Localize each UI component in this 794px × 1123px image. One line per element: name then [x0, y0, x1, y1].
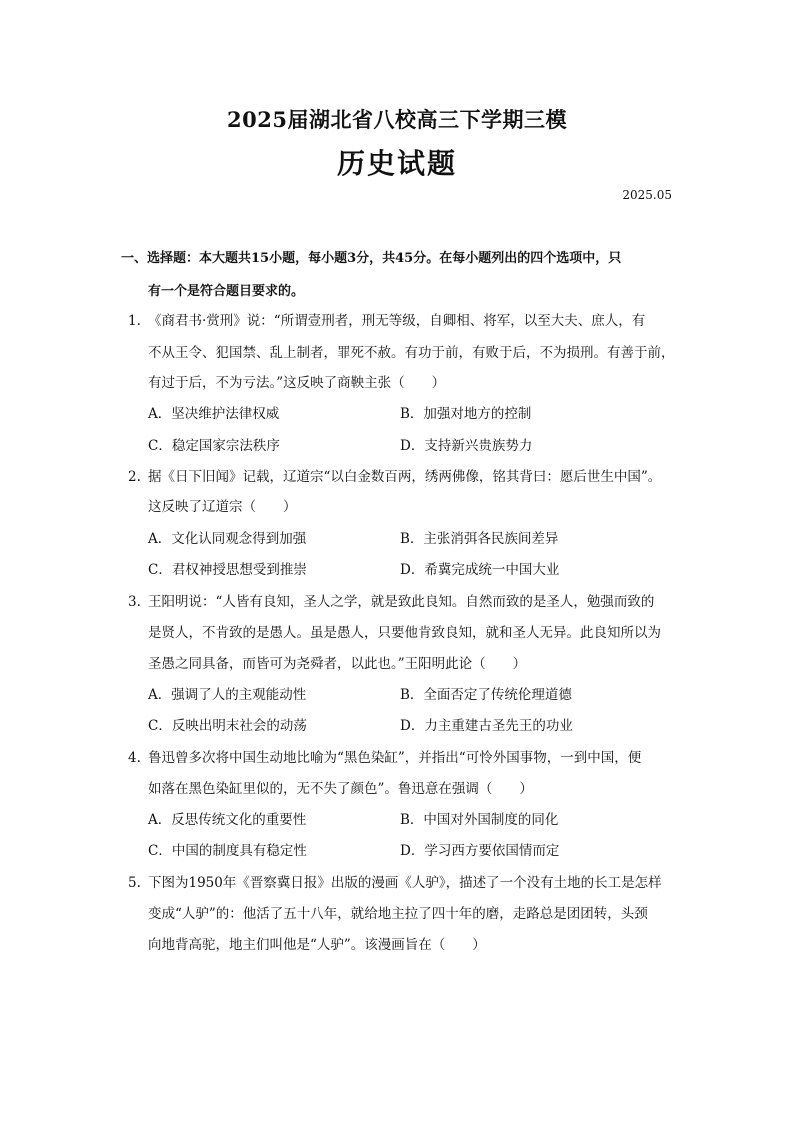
- option-c: C．稳定国家宗法秩序: [148, 438, 280, 454]
- section-instruction-line2: 有一个是符合题目要求的。: [148, 284, 305, 299]
- option-a: A．强调了人的主观能动性: [148, 687, 307, 703]
- option-a: A．文化认同观念得到加强: [148, 531, 307, 547]
- option-c: C．中国的制度具有稳定性: [148, 843, 307, 859]
- option-d: D．希冀完成统一中国大业: [400, 562, 560, 578]
- option-b: B．全面否定了传统伦理道德: [400, 687, 572, 703]
- question-text-line: 下图为1950年《晋察冀日报》出版的漫画《人驴》，描述了一个没有土地的长工是怎样: [148, 875, 662, 891]
- question-number: 3.: [128, 594, 141, 610]
- option-c: C．君权神授思想受到推崇: [148, 562, 307, 578]
- option-a: A．坚决维护法律权威: [148, 406, 280, 422]
- exam-date: 2025.05: [622, 188, 672, 202]
- option-a: A．反思传统文化的重要性: [148, 812, 307, 828]
- option-b: B．主张消弭各民族间差异: [400, 531, 559, 547]
- question-text-line: 王阳明说：“人皆有良知，圣人之学，就是致此良知。自然而致的是圣人，勉强而致的: [148, 594, 655, 610]
- question-text-line: 不从王令、犯国禁、乱上制者，罪死不赦。有功于前，有败于后，不为损刑。有善于前，: [148, 345, 675, 361]
- question-text-line: 圣愚之同具备，而皆可为尧舜者，以此也。”王阳明此论（ ）: [148, 656, 527, 672]
- question-text-line: 有过于后，不为亏法。”这反映了商鞅主张（ ）: [148, 375, 446, 391]
- question-text-line: 如落在黑色染缸里似的，无不失了颜色”。鲁迅意在强调（ ）: [148, 781, 533, 797]
- question-number: 1.: [128, 313, 141, 329]
- question-text-line: 是贤人，不肯致的是愚人。虽是愚人，只要他肯致良知，就和圣人无异。此良知所以为: [148, 625, 661, 641]
- option-b: B．中国对外国制度的同化: [400, 812, 559, 828]
- question-number: 2.: [128, 469, 141, 485]
- question-text-line: 鲁迅曾多次将中国生动地比喻为“黑色染缸”，并指出“可怜外国事物，一到中国，便: [148, 750, 642, 766]
- exam-title: 2025届湖北省八校高三下学期三模: [227, 107, 567, 132]
- section-instruction-line1: 一、选择题：本大题共15小题，每小题3分，共45分。在每小题列出的四个选项中，只: [121, 251, 622, 266]
- question-number: 4.: [128, 750, 141, 766]
- option-b: B．加强对地方的控制: [400, 406, 532, 422]
- question-number: 5.: [128, 875, 141, 891]
- option-c: C．反映出明末社会的动荡: [148, 718, 307, 734]
- option-d: D．支持新兴贵族势力: [400, 438, 533, 454]
- option-d: D．力主重建古圣先王的功业: [400, 718, 573, 734]
- question-text-line: 《商君书·赏刑》说：“所谓壹刑者，刑无等级，自卿相、将军，以至大夫、庶人，有: [148, 313, 646, 329]
- question-text-line: 变成“人驴”的：他活了五十八年，就给地主拉了四十年的磨，走路总是团团转，头颈: [148, 906, 648, 922]
- exam-subject: 历史试题: [336, 147, 457, 180]
- question-text-line: 向地背高驼，地主们叫他是“人驴”。该漫画旨在（ ）: [148, 937, 486, 953]
- option-d: D．学习西方要依国情而定: [400, 843, 560, 859]
- question-text-line: 这反映了辽道宗（ ）: [148, 499, 297, 515]
- question-text-line: 据《日下旧闻》记载，辽道宗“以白金数百两，绣两佛像，铭其背曰：愿后世生中国”。: [148, 469, 662, 485]
